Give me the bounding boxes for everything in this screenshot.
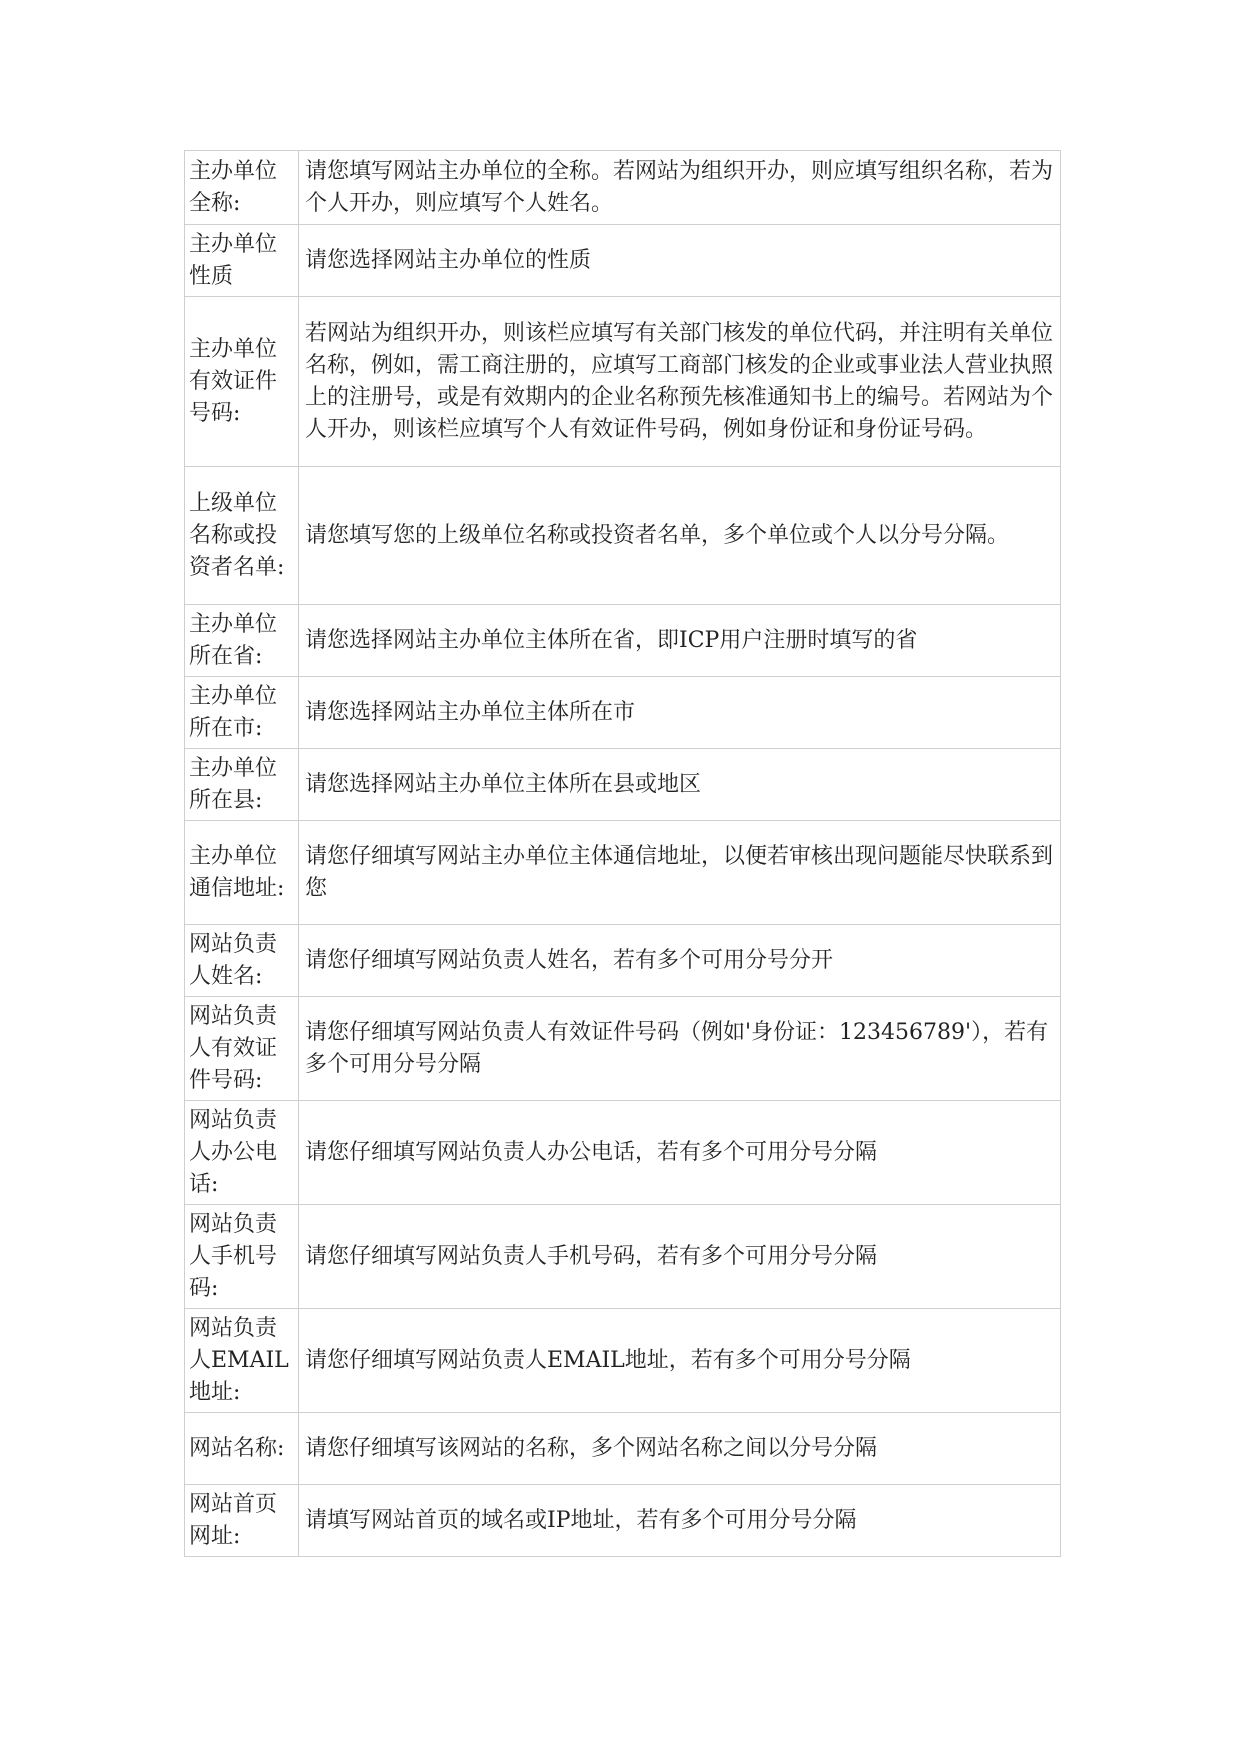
table-row: [185, 605, 1061, 677]
field-description: 请您仔细填写网站负责人姓名，若有多个可用分号分开: [299, 925, 1061, 997]
field-description: 请您填写网站主办单位的全称。若网站为组织开办，则应填写组织名称，若为个人开办，则应填写个人姓名。: [299, 151, 1061, 225]
table-row: [185, 1485, 1061, 1557]
table-row: [185, 1309, 1061, 1413]
field-description: 请您仔细填写该网站的名称，多个网站名称之间以分号分隔: [299, 1413, 1061, 1485]
field-label: 网站负责人姓名:: [185, 925, 299, 997]
field-description: 请您填写您的上级单位名称或投资者名单，多个单位或个人以分号分隔。: [299, 467, 1061, 605]
info-table: [184, 150, 1061, 1557]
field-description: 请您仔细填写网站负责人有效证件号码（例如'身份证：123456789'），若有多个可用分号分隔: [299, 997, 1061, 1101]
field-description: 请您选择网站主办单位主体所在县或地区: [299, 749, 1061, 821]
field-label: 网站负责人办公电话:: [185, 1101, 299, 1205]
table-row: [185, 997, 1061, 1101]
field-description: 请您选择网站主办单位主体所在省，即ICP用户注册时填写的省: [299, 605, 1061, 677]
table-row: [185, 467, 1061, 605]
field-description: 请您仔细填写网站负责人办公电话，若有多个可用分号分隔: [299, 1101, 1061, 1205]
field-description: 请您选择网站主办单位主体所在市: [299, 677, 1061, 749]
table-row: [185, 677, 1061, 749]
field-label: 主办单位有效证件号码:: [185, 297, 299, 467]
field-description: 若网站为组织开办，则该栏应填写有关部门核发的单位代码，并注明有关单位名称，例如，需工商注册的，应填写工商部门核发的企业或事业法人营业执照上的注册号，或是有效期内的企业名称预先核准通知书上的编号。若网站为个人开办，则该栏应填写个人有效证件号码，例如身份证和身份证号码。: [299, 297, 1061, 467]
field-label: 网站负责人EMAIL地址:: [185, 1309, 299, 1413]
field-description: 请您选择网站主办单位的性质: [299, 225, 1061, 297]
table-row: [185, 297, 1061, 467]
table-row: [185, 925, 1061, 997]
field-label: 主办单位所在市:: [185, 677, 299, 749]
table-row: [185, 821, 1061, 925]
field-label: 网站名称:: [185, 1413, 299, 1485]
field-description: 请您仔细填写网站负责人EMAIL地址，若有多个可用分号分隔: [299, 1309, 1061, 1413]
table-row: [185, 749, 1061, 821]
field-label: 网站首页网址:: [185, 1485, 299, 1557]
table-row: [185, 151, 1061, 225]
table-row: [185, 1413, 1061, 1485]
field-label: 网站负责人手机号码:: [185, 1205, 299, 1309]
field-label: 网站负责人有效证件号码:: [185, 997, 299, 1101]
field-label: 主办单位性质: [185, 225, 299, 297]
field-label: 主办单位所在县:: [185, 749, 299, 821]
field-description: 请您仔细填写网站负责人手机号码，若有多个可用分号分隔: [299, 1205, 1061, 1309]
field-label: 主办单位所在省:: [185, 605, 299, 677]
table-row: [185, 1101, 1061, 1205]
field-label: 上级单位名称或投资者名单:: [185, 467, 299, 605]
table-body: [185, 151, 1061, 1557]
field-description: 请填写网站首页的域名或IP地址，若有多个可用分号分隔: [299, 1485, 1061, 1557]
table-row: [185, 1205, 1061, 1309]
field-label: 主办单位全称:: [185, 151, 299, 225]
field-description: 请您仔细填写网站主办单位主体通信地址，以便若审核出现问题能尽快联系到您: [299, 821, 1061, 925]
field-label: 主办单位通信地址:: [185, 821, 299, 925]
table-row: [185, 225, 1061, 297]
